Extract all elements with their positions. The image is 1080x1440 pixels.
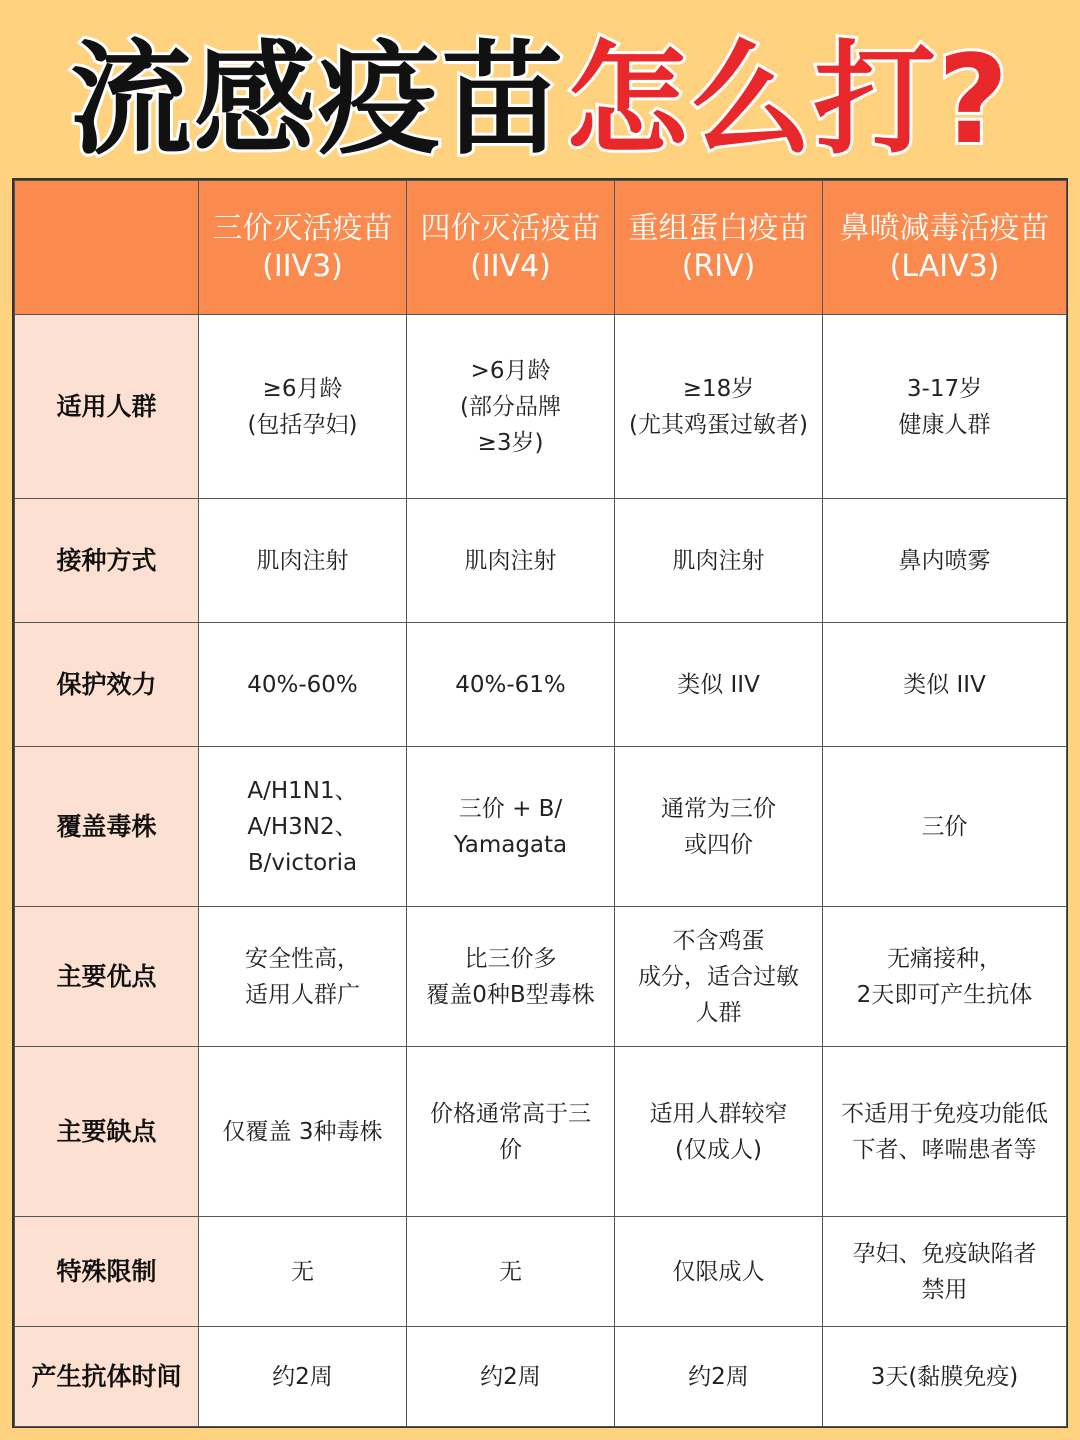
table-row (15, 907, 1067, 1047)
table-cell (199, 1327, 407, 1427)
cell-line: B/victoria (247, 849, 358, 876)
cell-line: 价 (499, 1136, 522, 1163)
cell-line: 三价 + B/ (458, 795, 563, 822)
cell-line: 下者、哮喘患者等 (852, 1136, 1037, 1163)
cell-line: 禁用 (921, 1276, 968, 1303)
column-name: 鼻喷减毒活疫苗 (839, 210, 1050, 246)
column-abbr: (IIV3) (262, 248, 343, 284)
cell-line: 通常为三价 (661, 795, 776, 822)
column-header (823, 181, 1067, 315)
column-header (407, 181, 615, 315)
cell-line: 类似 IIV (677, 671, 760, 698)
cell-line: 无 (291, 1258, 314, 1285)
table-row (15, 315, 1067, 499)
cell-line: 约2周 (688, 1363, 749, 1390)
table-cell (823, 747, 1067, 907)
cell-line: 适用人群广 (245, 981, 360, 1008)
cell-line: 2天即可产生抗体 (856, 981, 1033, 1008)
column-abbr: (RIV) (681, 248, 756, 284)
comparison-table-wrapper (12, 178, 1068, 1428)
table-cell (615, 623, 823, 747)
table-cell (615, 315, 823, 499)
comparison-table (14, 180, 1067, 1427)
cell-line: (部分品牌 (460, 393, 561, 420)
column-header (199, 181, 407, 315)
table-row (15, 747, 1067, 907)
row-label: 主要缺点 (15, 1047, 199, 1217)
cell-line: ≥18岁 (682, 375, 755, 402)
row-label: 覆盖毒株 (15, 747, 199, 907)
cell-line: 约2周 (480, 1363, 541, 1390)
table-cell (615, 1217, 823, 1327)
cell-line: 无 (499, 1258, 522, 1285)
cell-line: 人群 (695, 999, 742, 1026)
cell-line: 肌肉注射 (672, 547, 765, 574)
table-cell (407, 747, 615, 907)
cell-line: 3天(黏膜免疫) (870, 1363, 1019, 1390)
cell-line: 40%-60% (247, 671, 358, 698)
table-cell (199, 623, 407, 747)
table-cell (407, 315, 615, 499)
cell-line: 不适用于免疫功能低 (841, 1100, 1048, 1127)
cell-line: 比三价多 (464, 945, 557, 972)
cell-line: 孕妇、免疫缺陷者 (852, 1240, 1037, 1267)
cell-line: 仅覆盖 3种毒株 (222, 1118, 383, 1145)
table-cell (823, 1217, 1067, 1327)
column-name: 三价灭活疫苗 (212, 210, 393, 246)
column-header (615, 181, 823, 315)
table-row (15, 1047, 1067, 1217)
cell-line: (仅成人) (675, 1136, 762, 1163)
cell-line: 成分，适合过敏 (638, 963, 799, 990)
row-label: 适用人群 (15, 315, 199, 499)
cell-line: A/H1N1、 (247, 777, 358, 804)
row-label: 接种方式 (15, 499, 199, 623)
cell-line: 无痛接种， (887, 945, 1002, 972)
cell-line: (尤其鸡蛋过敏者) (629, 411, 808, 438)
cell-line: 适用人群较窄 (649, 1100, 788, 1127)
table-cell (615, 747, 823, 907)
cell-line: ≥6月龄 (262, 375, 343, 402)
table-cell (199, 747, 407, 907)
cell-line: 三价 (921, 813, 968, 840)
table-cell (615, 1327, 823, 1427)
table-cell (407, 623, 615, 747)
table-cell (823, 315, 1067, 499)
cell-line: 仅限成人 (672, 1258, 765, 1285)
title-part2: 怎么打? (565, 28, 1011, 171)
row-label: 主要优点 (15, 907, 199, 1047)
table-cell (823, 1047, 1067, 1217)
header-row (15, 181, 1067, 315)
table-cell (407, 1327, 615, 1427)
table-cell (199, 907, 407, 1047)
table-cell (407, 1047, 615, 1217)
table-cell (199, 499, 407, 623)
cell-line: ≥3岁) (477, 429, 544, 456)
table-row (15, 1327, 1067, 1427)
title-part1: 流感疫苗 (69, 28, 566, 171)
column-name: 四价灭活疫苗 (420, 210, 601, 246)
cell-line: >6月龄 (470, 357, 551, 384)
table-cell (199, 1217, 407, 1327)
cell-line: A/H3N2、 (247, 813, 358, 840)
table-cell (823, 907, 1067, 1047)
column-name: 重组蛋白疫苗 (628, 210, 809, 246)
cell-line: 不含鸡蛋 (672, 927, 765, 954)
cell-line: 鼻内喷雾 (898, 547, 991, 574)
column-abbr: (LAIV3) (889, 248, 1000, 284)
cell-line: 肌肉注射 (256, 547, 349, 574)
table-row (15, 499, 1067, 623)
cell-line: 40%-61% (455, 671, 566, 698)
table-row (15, 1217, 1067, 1327)
cell-line: 肌肉注射 (464, 547, 557, 574)
cell-line: 3-17岁 (906, 375, 983, 402)
corner-cell (15, 181, 199, 315)
cell-line: (包括孕妇) (247, 411, 358, 438)
table-cell (407, 499, 615, 623)
column-abbr: (IIV4) (470, 248, 551, 284)
cell-line: 覆盖0种B型毒株 (426, 981, 595, 1008)
row-label: 特殊限制 (15, 1217, 199, 1327)
table-cell (199, 315, 407, 499)
cell-line: Yamagata (453, 831, 568, 858)
cell-line: 价格通常高于三 (430, 1100, 591, 1127)
table-cell (615, 499, 823, 623)
table-cell (823, 1327, 1067, 1427)
cell-line: 安全性高， (245, 945, 360, 972)
cell-line: 约2周 (272, 1363, 333, 1390)
cell-line: 健康人群 (898, 411, 991, 438)
row-label: 保护效力 (15, 623, 199, 747)
table-cell (823, 499, 1067, 623)
cell-line: 或四价 (684, 831, 753, 858)
table-cell (199, 1047, 407, 1217)
page-title (0, 14, 1080, 171)
row-label: 产生抗体时间 (15, 1327, 199, 1427)
table-cell (407, 1217, 615, 1327)
cell-line: 类似 IIV (903, 671, 986, 698)
table-cell (823, 623, 1067, 747)
table-row (15, 623, 1067, 747)
table-cell (615, 907, 823, 1047)
table-cell (615, 1047, 823, 1217)
table-cell (407, 907, 615, 1047)
